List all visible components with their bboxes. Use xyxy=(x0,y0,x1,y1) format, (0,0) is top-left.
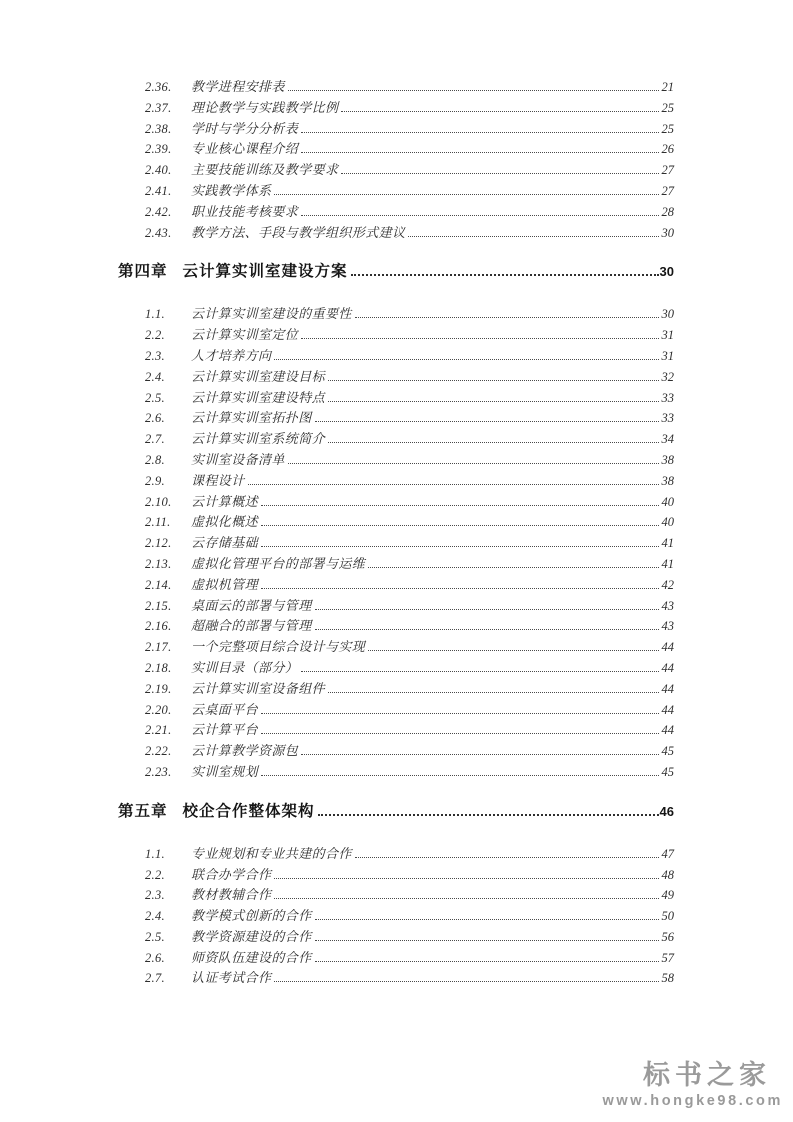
entry-title: 云计算概述 xyxy=(191,493,259,509)
dot-leader xyxy=(318,801,659,816)
entry-number: 2.38. xyxy=(145,121,172,136)
entry-page-number: 34 xyxy=(661,432,674,447)
entry-title: 实践教学体系 xyxy=(191,182,272,198)
dot-leader xyxy=(274,866,658,879)
entry-number: 2.40. xyxy=(145,163,172,178)
toc-entry xyxy=(118,388,674,409)
entry-page-number: 44 xyxy=(661,723,674,738)
entry-page-number: 27 xyxy=(661,183,674,198)
dot-leader xyxy=(288,451,659,464)
dot-leader xyxy=(301,659,658,672)
dot-leader xyxy=(274,886,658,899)
entry-number: 2.2. xyxy=(145,867,165,882)
entry-title: 一个完整项目综合设计与实现 xyxy=(191,639,366,655)
entry-page-number: 25 xyxy=(661,100,674,115)
entry-page-number: 41 xyxy=(661,556,674,571)
entry-title: 云计算实训室建设的重要性 xyxy=(191,306,352,322)
dot-leader xyxy=(315,949,659,962)
toc-entry xyxy=(118,471,674,492)
entry-title: 教学进程安排表 xyxy=(191,79,285,94)
toc-entry xyxy=(118,160,674,181)
entry-page-number: 44 xyxy=(661,681,674,696)
dot-leader xyxy=(301,326,658,339)
entry-page-number: 38 xyxy=(661,452,674,467)
entry-page-number: 32 xyxy=(661,369,674,384)
toc-entry xyxy=(118,844,674,865)
entry-title: 云计算教学资源包 xyxy=(191,743,299,759)
toc-entry xyxy=(118,968,674,989)
entry-number: 2.41. xyxy=(145,183,172,198)
entry-number: 2.6. xyxy=(145,411,165,426)
entry-number: 2.16. xyxy=(145,619,172,634)
entry-title: 云计算平台 xyxy=(191,722,259,738)
dot-leader xyxy=(274,969,658,982)
entry-title: 理论教学与实践教学比例 xyxy=(191,99,339,115)
entry-page-number: 50 xyxy=(661,909,674,924)
entry-page-number: 27 xyxy=(661,163,674,178)
dot-leader xyxy=(301,742,658,755)
entry-page-number: 40 xyxy=(661,515,674,530)
toc-entry xyxy=(118,181,674,202)
entry-number: 2.17. xyxy=(145,640,172,655)
toc-entry xyxy=(118,637,674,658)
toc-entry xyxy=(118,304,674,325)
dot-leader xyxy=(328,430,658,443)
toc-entry xyxy=(118,741,674,762)
dot-leader xyxy=(355,845,659,858)
entry-page-number: 31 xyxy=(661,348,674,363)
toc-entry xyxy=(118,98,674,119)
table-of-contents xyxy=(118,0,674,989)
entry-number: 2.3. xyxy=(145,348,165,363)
dot-leader xyxy=(355,305,659,318)
dot-leader xyxy=(315,928,659,941)
entry-page-number: 48 xyxy=(661,867,674,882)
entry-title: 实训室设备清单 xyxy=(191,451,285,467)
entry-title: 云桌面平台 xyxy=(191,701,259,717)
toc-entry xyxy=(118,533,674,554)
entry-page-number: 33 xyxy=(661,411,674,426)
entry-page-number: 49 xyxy=(661,888,674,903)
watermark-url: www.hongke98.com xyxy=(602,1092,783,1109)
dot-leader xyxy=(368,638,658,651)
entry-page-number: 57 xyxy=(661,950,674,965)
entry-number: 2.42. xyxy=(145,204,172,219)
entry-title: 教学模式创新的合作 xyxy=(191,908,312,924)
entry-title: 虚拟化管理平台的部署与运维 xyxy=(191,555,366,571)
toc-entry xyxy=(118,927,674,948)
dot-leader xyxy=(261,701,658,714)
chapter-title: 校企合作整体架构 xyxy=(182,802,315,820)
dot-leader xyxy=(328,368,658,381)
entry-page-number: 43 xyxy=(661,619,674,634)
toc-entry xyxy=(118,512,674,533)
entry-number: 2.8. xyxy=(145,452,165,467)
entry-page-number: 47 xyxy=(661,846,674,861)
entry-number: 2.13. xyxy=(145,556,172,571)
entry-number: 1.1. xyxy=(145,846,165,861)
entry-page-number: 40 xyxy=(661,494,674,509)
entry-page-number: 30 xyxy=(661,225,674,240)
entry-page-number: 33 xyxy=(661,390,674,405)
toc-entry xyxy=(118,658,674,679)
toc-entry xyxy=(118,429,674,450)
entry-title: 云计算实训室建设特点 xyxy=(191,389,326,405)
entry-number: 2.21. xyxy=(145,723,172,738)
dot-leader xyxy=(261,493,658,506)
entry-number: 2.7. xyxy=(145,432,165,447)
entry-number: 2.18. xyxy=(145,660,172,675)
toc-entry xyxy=(118,367,674,388)
entry-title: 云计算实训室建设目标 xyxy=(191,368,326,384)
entry-number: 2.4. xyxy=(145,909,165,924)
entry-title: 虚拟机管理 xyxy=(191,576,259,592)
entry-title: 教学方法、手段与教学组织形式建议 xyxy=(191,224,406,240)
entry-number: 2.4. xyxy=(145,369,165,384)
entry-title: 桌面云的部署与管理 xyxy=(191,597,312,613)
entry-title: 专业核心课程介绍 xyxy=(191,141,299,157)
entry-number: 2.6. xyxy=(145,950,165,965)
entry-title: 联合办学合作 xyxy=(191,866,272,882)
entry-page-number: 21 xyxy=(661,80,674,94)
entry-number: 2.23. xyxy=(145,764,172,779)
entry-page-number: 28 xyxy=(661,204,674,219)
toc-entry xyxy=(118,679,674,700)
entry-page-number: 44 xyxy=(661,702,674,717)
entry-page-number: 25 xyxy=(661,121,674,136)
entry-page-number: 45 xyxy=(661,764,674,779)
toc-entry xyxy=(118,948,674,969)
entry-title: 教材教辅合作 xyxy=(191,887,272,903)
dot-leader xyxy=(315,907,659,920)
entry-page-number: 44 xyxy=(661,660,674,675)
toc-entry xyxy=(118,700,674,721)
entry-number: 2.10. xyxy=(145,494,172,509)
entry-number: 2.5. xyxy=(145,390,165,405)
dot-leader xyxy=(261,721,658,734)
entry-title: 学时与学分分析表 xyxy=(191,120,299,136)
dot-leader xyxy=(248,472,659,485)
entry-number: 2.39. xyxy=(145,142,172,157)
chapter-heading xyxy=(118,801,674,823)
entry-title: 实训室规划 xyxy=(191,763,259,779)
dot-leader xyxy=(328,680,658,693)
toc-entry xyxy=(118,325,674,346)
toc-entry xyxy=(118,596,674,617)
dot-leader xyxy=(408,224,658,237)
toc-entry xyxy=(118,554,674,575)
entry-number: 2.19. xyxy=(145,681,172,696)
entry-page-number: 45 xyxy=(661,744,674,759)
toc-entry xyxy=(118,346,674,367)
entry-page-number: 44 xyxy=(661,640,674,655)
toc-entry xyxy=(118,906,674,927)
entry-number: 2.20. xyxy=(145,702,172,717)
entry-number: 2.5. xyxy=(145,929,165,944)
entry-title: 云计算实训室设备组件 xyxy=(191,680,326,696)
entry-number: 2.12. xyxy=(145,536,172,551)
entry-page-number: 56 xyxy=(661,929,674,944)
entry-title: 超融合的部署与管理 xyxy=(191,618,312,634)
entry-number: 2.37. xyxy=(145,100,172,115)
entry-title: 师资队伍建设的合作 xyxy=(191,949,312,965)
dot-leader xyxy=(288,78,659,91)
entry-number: 2.9. xyxy=(145,473,165,488)
toc-entry xyxy=(118,119,674,140)
toc-entry xyxy=(118,450,674,471)
dot-leader xyxy=(261,763,658,776)
entry-number: 2.43. xyxy=(145,225,172,240)
dot-leader xyxy=(274,182,658,195)
dot-leader xyxy=(328,389,658,402)
entry-number: 2.36. xyxy=(145,80,172,94)
toc-entry xyxy=(118,492,674,513)
entry-title: 教学资源建设的合作 xyxy=(191,928,312,944)
dot-leader xyxy=(368,555,658,568)
entry-number: 2.11. xyxy=(145,515,171,530)
entry-title: 云计算实训室系统简介 xyxy=(191,431,326,447)
entry-page-number: 38 xyxy=(661,473,674,488)
chapter-heading xyxy=(118,261,674,283)
dot-leader xyxy=(301,120,658,133)
toc-entry xyxy=(118,139,674,160)
toc-entry xyxy=(118,885,674,906)
dot-leader xyxy=(261,576,658,589)
toc-entry xyxy=(118,408,674,429)
entry-number: 2.15. xyxy=(145,598,172,613)
dot-leader xyxy=(341,99,658,112)
entry-title: 云计算实训室定位 xyxy=(191,327,299,343)
toc-entry xyxy=(118,77,674,98)
chapter-page-number: 30 xyxy=(659,264,674,280)
dot-leader xyxy=(341,161,658,174)
entry-title: 专业规划和专业共建的合作 xyxy=(191,845,352,861)
entry-number: 2.2. xyxy=(145,328,165,343)
entry-number: 1.1. xyxy=(145,307,165,322)
watermark-brand: 标书之家 xyxy=(643,1059,771,1090)
toc-entry xyxy=(118,762,674,783)
entry-page-number: 30 xyxy=(661,307,674,322)
dot-leader xyxy=(315,409,659,422)
entry-page-number: 58 xyxy=(661,971,674,986)
dot-leader xyxy=(261,513,658,526)
watermark xyxy=(603,1061,783,1110)
dot-leader xyxy=(261,534,658,547)
dot-leader xyxy=(301,140,658,153)
dot-leader xyxy=(301,203,658,216)
entry-title: 人才培养方向 xyxy=(191,347,272,363)
entry-number: 2.3. xyxy=(145,888,165,903)
entry-title: 实训目录（部分） xyxy=(191,659,299,675)
entry-page-number: 31 xyxy=(661,328,674,343)
dot-leader xyxy=(315,597,659,610)
toc-entry xyxy=(118,616,674,637)
dot-leader xyxy=(274,347,658,360)
entry-title: 主要技能训练及教学要求 xyxy=(191,162,339,178)
toc-entry xyxy=(118,720,674,741)
chapter-title: 云计算实训室建设方案 xyxy=(182,263,348,281)
entry-page-number: 41 xyxy=(661,536,674,551)
entry-number: 2.7. xyxy=(145,971,165,986)
chapter-page-number: 46 xyxy=(659,803,674,819)
entry-title: 云计算实训室拓扑图 xyxy=(191,410,312,426)
entry-title: 云存储基础 xyxy=(191,535,259,551)
entry-title: 认证考试合作 xyxy=(191,970,272,986)
chapter-number: 第五章 xyxy=(118,802,168,820)
dot-leader xyxy=(351,261,659,276)
toc-entry xyxy=(118,575,674,596)
toc-entry xyxy=(118,202,674,223)
entry-title: 课程设计 xyxy=(191,472,245,488)
dot-leader xyxy=(315,617,659,630)
entry-title: 职业技能考核要求 xyxy=(191,203,299,219)
entry-page-number: 42 xyxy=(661,577,674,592)
toc-entry xyxy=(118,223,674,244)
entry-page-number: 43 xyxy=(661,598,674,613)
entry-number: 2.22. xyxy=(145,744,172,759)
entry-title: 虚拟化概述 xyxy=(191,514,259,530)
chapter-number: 第四章 xyxy=(118,263,168,281)
toc-entry xyxy=(118,865,674,886)
entry-number: 2.14. xyxy=(145,577,172,592)
entry-page-number: 26 xyxy=(661,142,674,157)
